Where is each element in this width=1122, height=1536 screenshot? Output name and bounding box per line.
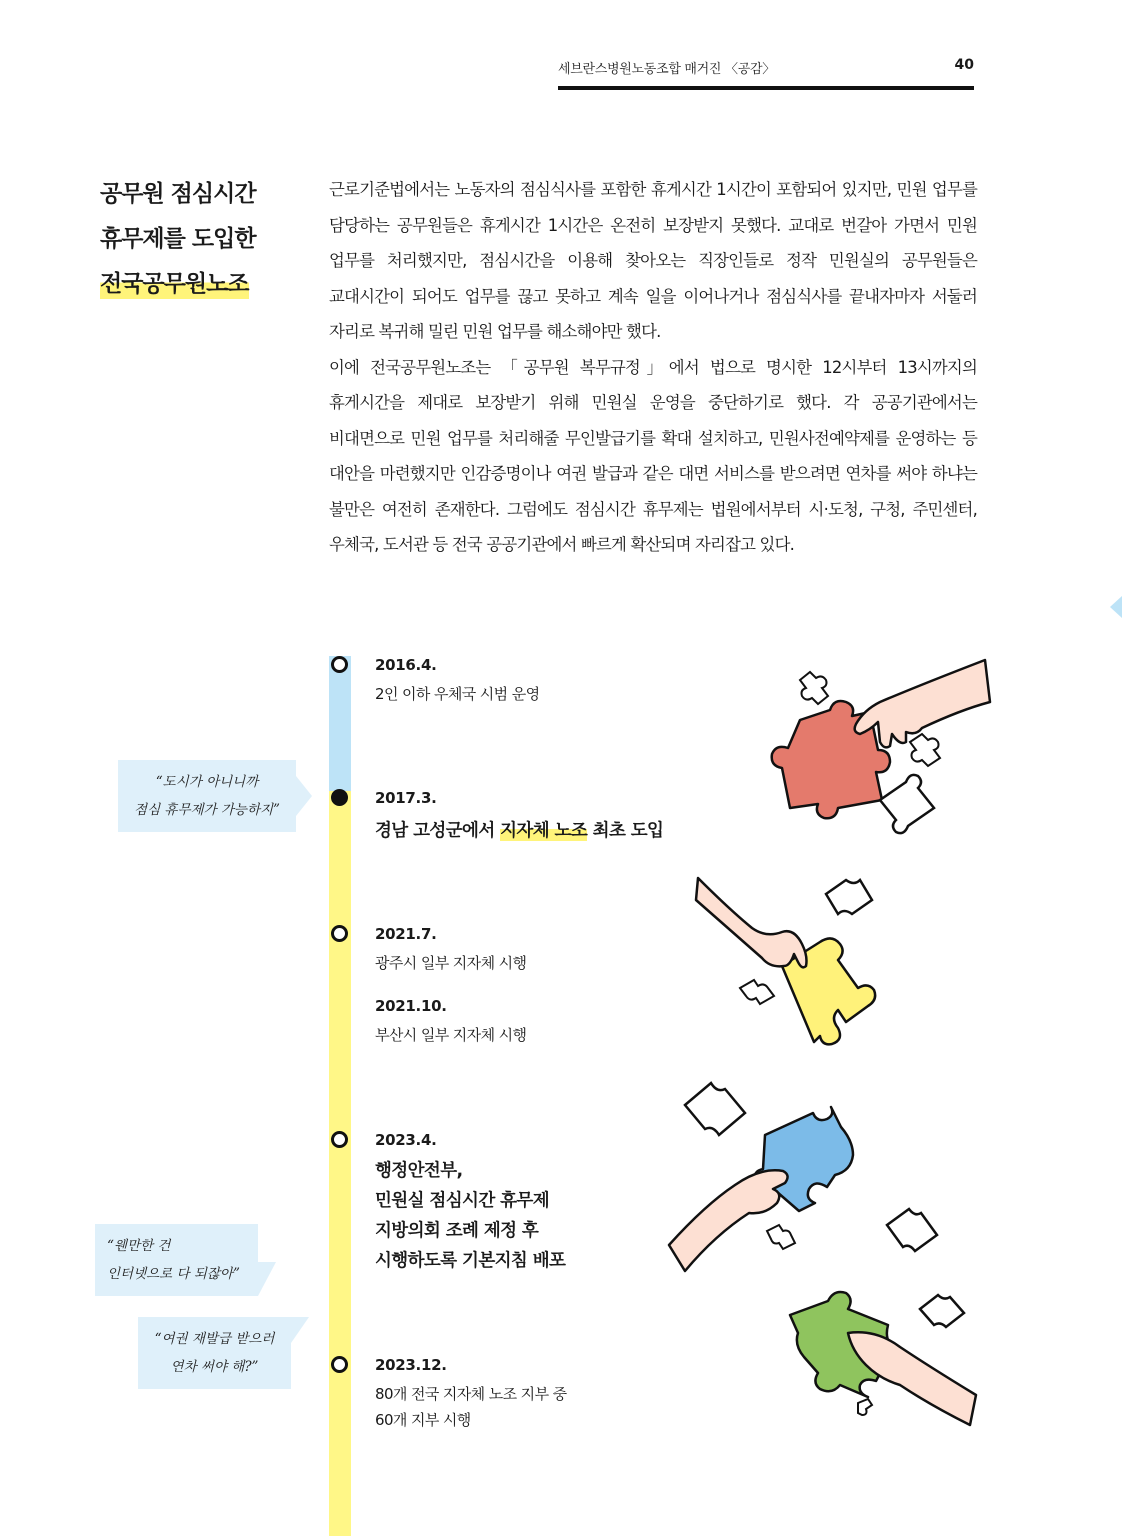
event-date: 2023.12. [375,1356,447,1374]
puzzle-outline [826,880,872,914]
body-paragraph-2: 이에 전국공무원노조는 「공무원 복무규정」에서 법으로 명시한 12시부터 13시까지의 휴게시간을 제대로 보장받기 위해 민원실 운영을 중단하기로 했다. 각 공공기관에서는 비대면으로 민원 업무를 처리해줄 무인발급기를 확대 설치하고, 민원사전예약제를 운영하는 등 대안을 마련했지만 인감증명이나 여권 발급과 같은 대면 서비스를 받으려면 연차를 써야 하냐는 불만은 여전히 존재한다. 그럼에도 점심시간 휴무제는 법원에서부터 시·도청, 구청, 주민센터, 우체국, 도서관 등 전국 공공기관에서 빠르게 확산되며 자리잡고 있다. [329,357,977,554]
hands-with-blue-puzzle-illustration [665,1075,950,1275]
quote-line: 점심 휴무제가 가능하지” [134,802,280,818]
quote-bubble [138,1317,291,1389]
puzzle-outline [880,775,934,833]
puzzle-outline [887,1209,937,1251]
decorative-triangle [1110,596,1122,618]
timeline-dot [331,925,348,942]
timeline-dot [331,1356,348,1373]
quote-bubble-tail [296,776,312,816]
quote-bubble [118,760,296,832]
timeline-event [375,788,715,846]
timeline-dot [331,656,348,673]
quote-line: “여권 재발급 받으러 [154,1331,275,1347]
small-puzzle-outline [910,734,940,766]
event-line: 2인 이하 우체국 시범 운영 [375,685,540,703]
quote-line: 연차 써야 해?” [170,1359,259,1375]
quote-bubble-tail [258,1262,276,1296]
hands-with-green-puzzle-illustration [780,1285,980,1445]
hand-with-yellow-puzzle-illustration [690,870,900,1060]
small-puzzle-outline [800,672,828,704]
event-date: 2023.4. [375,1131,437,1149]
small-puzzle-outline [740,980,774,1004]
timeline-dot [331,1131,348,1148]
body-paragraph-1: 근로기준법에서는 노동자의 점심식사를 포함한 휴게시간 1시간이 포함되어 있지만, 민원 업무를 담당하는 공무원들은 휴게시간 1시간은 온전히 보장받지 못했다. 교대로 번갈아 가면서 민원 업무를 처리했지만, 점심시간을 이용해 찾아오는 직장인들로 정작 민원실의 공무원들은 교대시간이 되어도 업무를 끊고 못하고 계속 일을 이어나거나 점심식사를 끝내자마자 서둘러 자리로 복귀해 밀린 민원 업무를 해소해야만 했다. [329,180,977,341]
event-date: 2017.3. [375,789,437,807]
quote-line: 인터넷으로 다 되잖아” [107,1266,240,1282]
event-date: 2016.4. [375,656,437,674]
puzzle-outline [685,1083,745,1135]
timeline-event [375,1130,675,1276]
event-text [375,1156,675,1276]
quote-bubble-tail [291,1317,309,1343]
event-line: 80개 전국 지자체 노조 지부 중 [375,1385,567,1403]
event-line: 광주시 일부 지자체 시행 [375,954,527,972]
small-puzzle-outline [858,1399,872,1415]
quote-bubble [95,1224,258,1296]
hand-shape [696,878,807,967]
puzzle-outline [920,1295,964,1327]
event-date: 2021.10. [375,997,447,1015]
hand-with-red-puzzle-illustration [760,650,1000,850]
section-title [100,172,300,307]
event-text [375,681,675,707]
event-text-before: 경남 고성군에서 [375,821,501,841]
event-line: 60개 지부 시행 [375,1411,471,1429]
section-title-line-2: 휴무제를 도입한 [100,226,256,252]
event-date: 2021.7. [375,925,437,943]
magazine-title: 세브란스병원노동조합 매거진 〈공감〉 [558,62,775,77]
timeline-event [375,996,675,1048]
timeline-event [375,924,675,976]
body-text [329,172,977,563]
event-text-after: 최초 도입 [587,821,664,841]
timeline-bar-blue [329,656,351,791]
hand-shape [669,1170,788,1271]
section-title-line-3: 전국공무원노조 [100,271,249,297]
timeline-event [375,655,675,707]
event-line: 행정안전부, [375,1161,463,1181]
event-line: 부산시 일부 지자체 시행 [375,1026,527,1044]
event-text [375,1381,675,1433]
quote-line: “도시가 아니니까 [155,774,259,790]
event-text [375,1022,675,1048]
small-puzzle-outline [767,1225,795,1249]
section-title-line-1: 공무원 점심시간 [100,181,256,207]
header-rule [558,86,974,90]
event-line: 시행하도록 기본지침 배포 [375,1251,566,1271]
event-text [375,950,675,976]
event-line: 민원실 점심시간 휴무제 [375,1191,550,1211]
timeline-event [375,1355,675,1433]
page-number: 40 [954,57,974,73]
timeline-dot-filled [331,789,348,806]
event-line: 지방의회 조례 제정 후 [375,1221,539,1241]
event-text [375,816,715,846]
quote-line: “웬만한 건 [107,1238,171,1254]
event-text-highlight: 지자체 노조 [500,821,588,841]
timeline-bar-yellow [329,791,351,1536]
